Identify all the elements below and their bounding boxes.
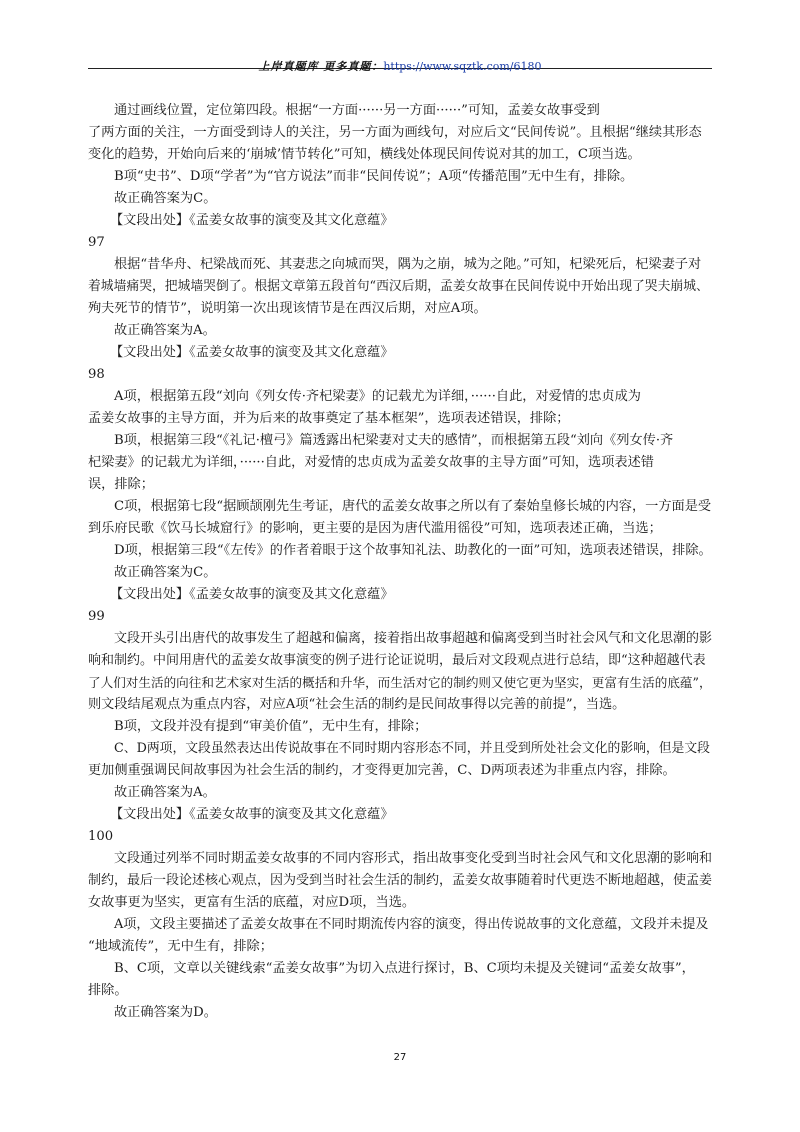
question-number: 98: [88, 367, 105, 382]
text-line: 误，排除；: [88, 477, 154, 492]
answer-line: 故正确答案为C。: [114, 565, 217, 580]
text-line: D项，根据第三段“《左传》的作者着眼于这个故事知礼法、助教化的一面”可知，选项表述错误，排除。: [114, 543, 712, 558]
answer-line: 故正确答案为A。: [114, 785, 216, 800]
text-line: 则文段结尾观点为重点内容，对应A项“社会生活的制约是民间故事得以完善的前提”，当选。: [88, 697, 626, 712]
source-line: 【文段出处】《孟姜女故事的演变及其文化意蕴》: [110, 587, 394, 602]
text-line: C、D两项，文段虽然表达出传说故事在不同时期内容形态不同，并且受到所处社会文化的影响，但是文段: [114, 741, 710, 756]
text-line: 制约，最后一段论述核心观点，因为受到当时社会生活的制约，孟姜女故事随着时代更迭不断地超越，使孟姜: [88, 873, 713, 888]
document-body: [88, 100, 712, 1024]
text-line: 文段通过列举不同时期孟姜女故事的不同内容形式，指出故事变化受到当时社会风气和文化思潮的影响和: [114, 851, 713, 866]
header-url-link[interactable]: https://www.sqztk.com/6180: [383, 60, 542, 73]
text-line: 着城墙痛哭，把城墙哭倒了。根据文章第五段首句“西汉后期，孟姜女故事在民间传说中开始出现了哭夫崩城、: [88, 279, 709, 294]
answer-line: 故正确答案为C。: [114, 191, 217, 206]
text-line: 殉夫死节的情节”，说明第一次出现该情节是在西汉后期，对应A项。: [88, 301, 487, 316]
text-line: 到乐府民歌《饮马长城窟行》的影响，更主要的是因为唐代滥用徭役”可知，选项表述正确，当选；: [88, 521, 662, 536]
answer-line: 故正确答案为D。: [114, 1005, 217, 1020]
text-line: 文段开头引出唐代的故事发生了超越和偏离，接着指出故事超越和偏离受到当时社会风气和文化思潮的影: [114, 631, 713, 646]
text-line: 女故事更为坚实，更富有生活的底蕴，对应D项，当选。: [88, 895, 416, 910]
source-line: 【文段出处】《孟姜女故事的演变及其文化意蕴》: [110, 213, 394, 228]
source-line: 【文段出处】《孟姜女故事的演变及其文化意蕴》: [110, 807, 394, 822]
text-line: 排除。: [88, 983, 128, 998]
answer-line: 故正确答案为A。: [114, 323, 216, 338]
page-number: 27: [393, 1052, 407, 1063]
text-line: 孟姜女故事的主导方面，并为后来的故事奠定了基本框架”，选项表述错误，排除；: [88, 411, 570, 426]
text-line: 杞梁妻》的记载尤为详细，······自此，对爱情的忠贞成为孟姜女故事的主导方面”可知，选项表述错: [88, 455, 654, 470]
text-line: 变化的趋势，开始向后来的‘崩城’情节转化”可知，横线处体现民间传说对其的加工，C项当选。: [88, 147, 641, 162]
header-label: 上岸真题库 更多真题：: [258, 60, 384, 73]
text-line: B项，文段并没有提到“审美价值”，无中生有，排除；: [114, 719, 428, 734]
header-text: [88, 58, 712, 74]
text-line: “地域流传”，无中生有，排除；: [88, 939, 273, 954]
text-line: 通过画线位置，定位第四段。根据“一方面······另一方面······”可知，孟姜女故事受到: [114, 103, 600, 118]
text-line: 响和制约。中间用唐代的孟姜女故事演变的例子进行论证说明，最后对文段观点进行总结，即“这种超越代表: [88, 653, 706, 668]
question-number: 100: [88, 829, 114, 844]
source-line: 【文段出处】《孟姜女故事的演变及其文化意蕴》: [110, 345, 394, 360]
text-line: B项，根据第三段“《礼记·檀弓》篇透露出杞梁妻对丈夫的感情”，而根据第五段“刘向《列女传·齐: [114, 433, 674, 448]
text-line: 了两方面的关注，一方面受到诗人的关注，另一方面为画线句，对应后文“民间传说”。且根据“继续其形态: [88, 125, 702, 140]
text-line: 更加侧重强调民间故事因为社会生活的制约，才变得更加完善，C、D两项表述为非重点内容，排除。: [88, 763, 676, 778]
text-line: B项“史书”、D项“学者”为“官方说法”而非“民间传说”；A项“传播范围”无中生有，排除。: [114, 169, 634, 184]
text-line: B、C项，文章以关键线索“孟姜女故事”为切入点进行探讨，B、C项均未提及关键词“孟姜女故事”，: [114, 961, 695, 976]
text-line: A项，根据第五段“刘向《列女传·齐杞梁妻》的记载尤为详细，······自此，对爱情的忠贞成为: [114, 389, 641, 404]
question-number: 97: [88, 235, 105, 250]
question-number: 99: [88, 609, 105, 624]
text-line: A项，文段主要描述了孟姜女故事在不同时期流传内容的演变，得出传说故事的文化意蕴，文段并未提及: [114, 917, 709, 932]
text-line: 根据“昔华舟、杞梁战而死、其妻悲之向城而哭，隅为之崩，城为之阤。”可知，杞梁死后，杞梁妻子对: [114, 257, 702, 272]
text-line: C项，根据第七段“据顾颉刚先生考证，唐代的孟姜女故事之所以有了秦始皇修长城的内容，一方面是受: [114, 499, 712, 514]
text-line: 了人们对生活的向往和艺术家对生活的概括和升华，而生活对它的制约则又使它更为坚实，更富有生活的底蕴”，: [88, 675, 712, 690]
page-header: [88, 0, 712, 73]
